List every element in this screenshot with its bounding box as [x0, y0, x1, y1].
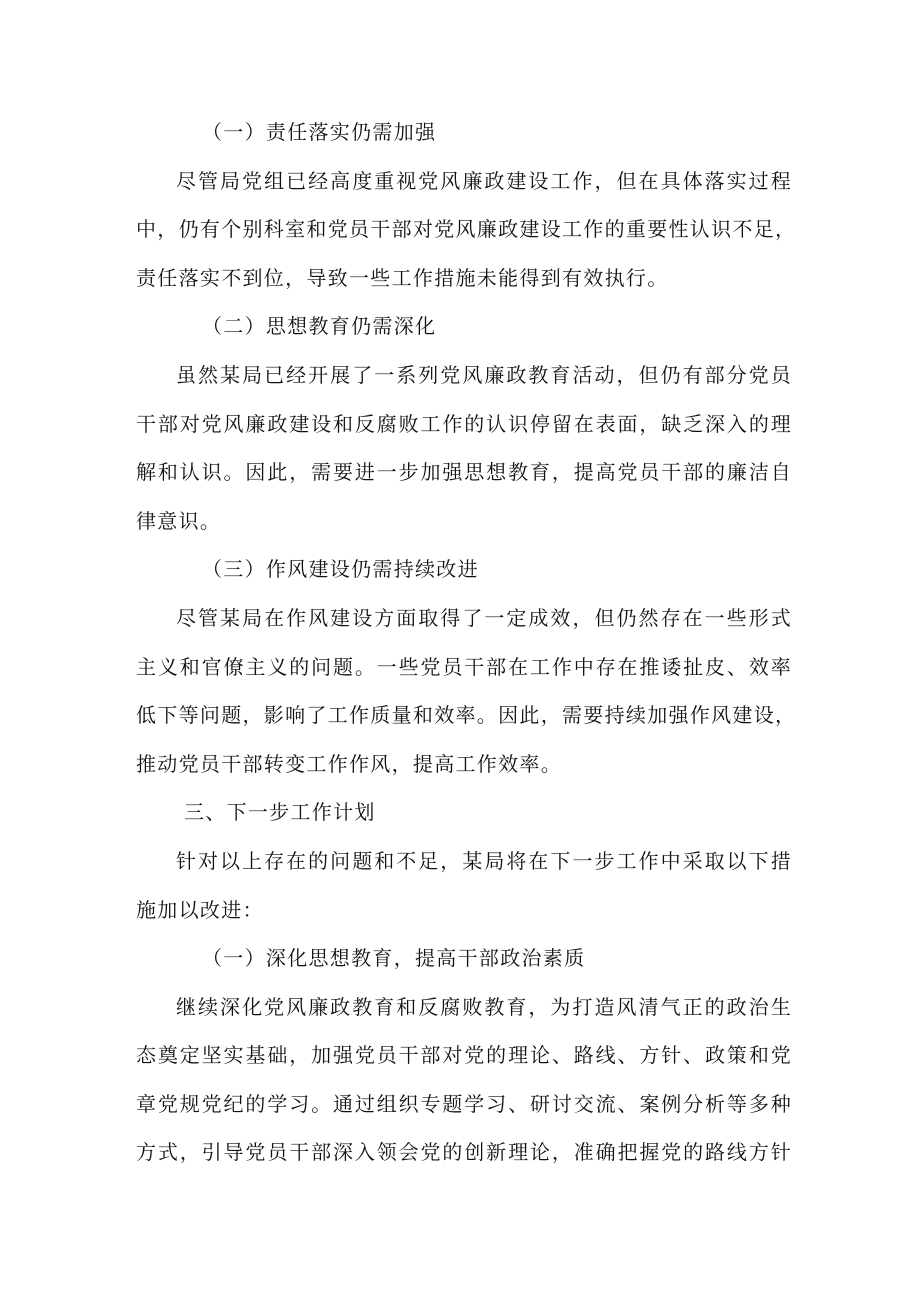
subheading-responsibility: （一）责任落实仍需加强	[202, 120, 437, 144]
paragraph-line: 虽然某局已经开展了一系列党风廉政教育活动，但仍有部分党员	[176, 362, 792, 387]
paragraph-line: 责任落实不到位，导致一些工作措施未能得到有效执行。	[136, 265, 669, 290]
document-page	[136, 108, 797, 1177]
paragraph-line: 针对以上存在的问题和不足，某局将在下一步工作中采取以下措	[176, 848, 792, 873]
paragraph-line: 继续深化党风廉政教育和反腐败教育，为打造风清气正的政治生	[176, 994, 792, 1019]
paragraph-line: 低下等问题，影响了工作质量和效率。因此，需要持续加强作风建设，	[136, 703, 797, 728]
section-heading-next-plan: 三、下一步工作计划	[184, 800, 376, 825]
subheading-deepen-education: （一）深化思想教育，提高干部政治素质	[202, 946, 586, 971]
paragraph-line: 干部对党风廉政建设和反腐败工作的认识停留在表面，缺乏深入的理	[136, 411, 792, 436]
paragraph-line: 态奠定坚实基础，加强党员干部对党的理论、路线、方针、政策和党	[136, 1043, 792, 1068]
paragraph-line: 方式，引导党员干部深入领会党的创新理论，准确把握党的路线方针	[136, 1140, 792, 1165]
paragraph-line: 尽管局党组已经高度重视党风廉政建设工作，但在具体落实过程	[176, 168, 792, 193]
subheading-work-style: （三）作风建设仍需持续改进	[202, 557, 479, 582]
paragraph-line: 尽管某局在作风建设方面取得了一定成效，但仍然存在一些形式	[176, 605, 792, 630]
paragraph-line: 施加以改进：	[136, 897, 264, 922]
paragraph-line: 律意识。	[136, 508, 222, 533]
paragraph-line: 推动党员干部转变工作作风，提高工作效率。	[136, 751, 562, 776]
paragraph-line: 章党规党纪的学习。通过组织专题学习、研讨交流、案例分析等多种	[136, 1091, 792, 1116]
paragraph-line: 解和认识。因此，需要进一步加强思想教育，提高党员干部的廉洁自	[136, 460, 792, 485]
paragraph-line: 主义和官僚主义的问题。一些党员干部在工作中存在推诿扯皮、效率	[136, 654, 792, 679]
subheading-education: （二）思想教育仍需深化	[202, 314, 437, 339]
paragraph-line: 中，仍有个别科室和党员干部对党风廉政建设工作的重要性认识不足，	[136, 217, 797, 242]
